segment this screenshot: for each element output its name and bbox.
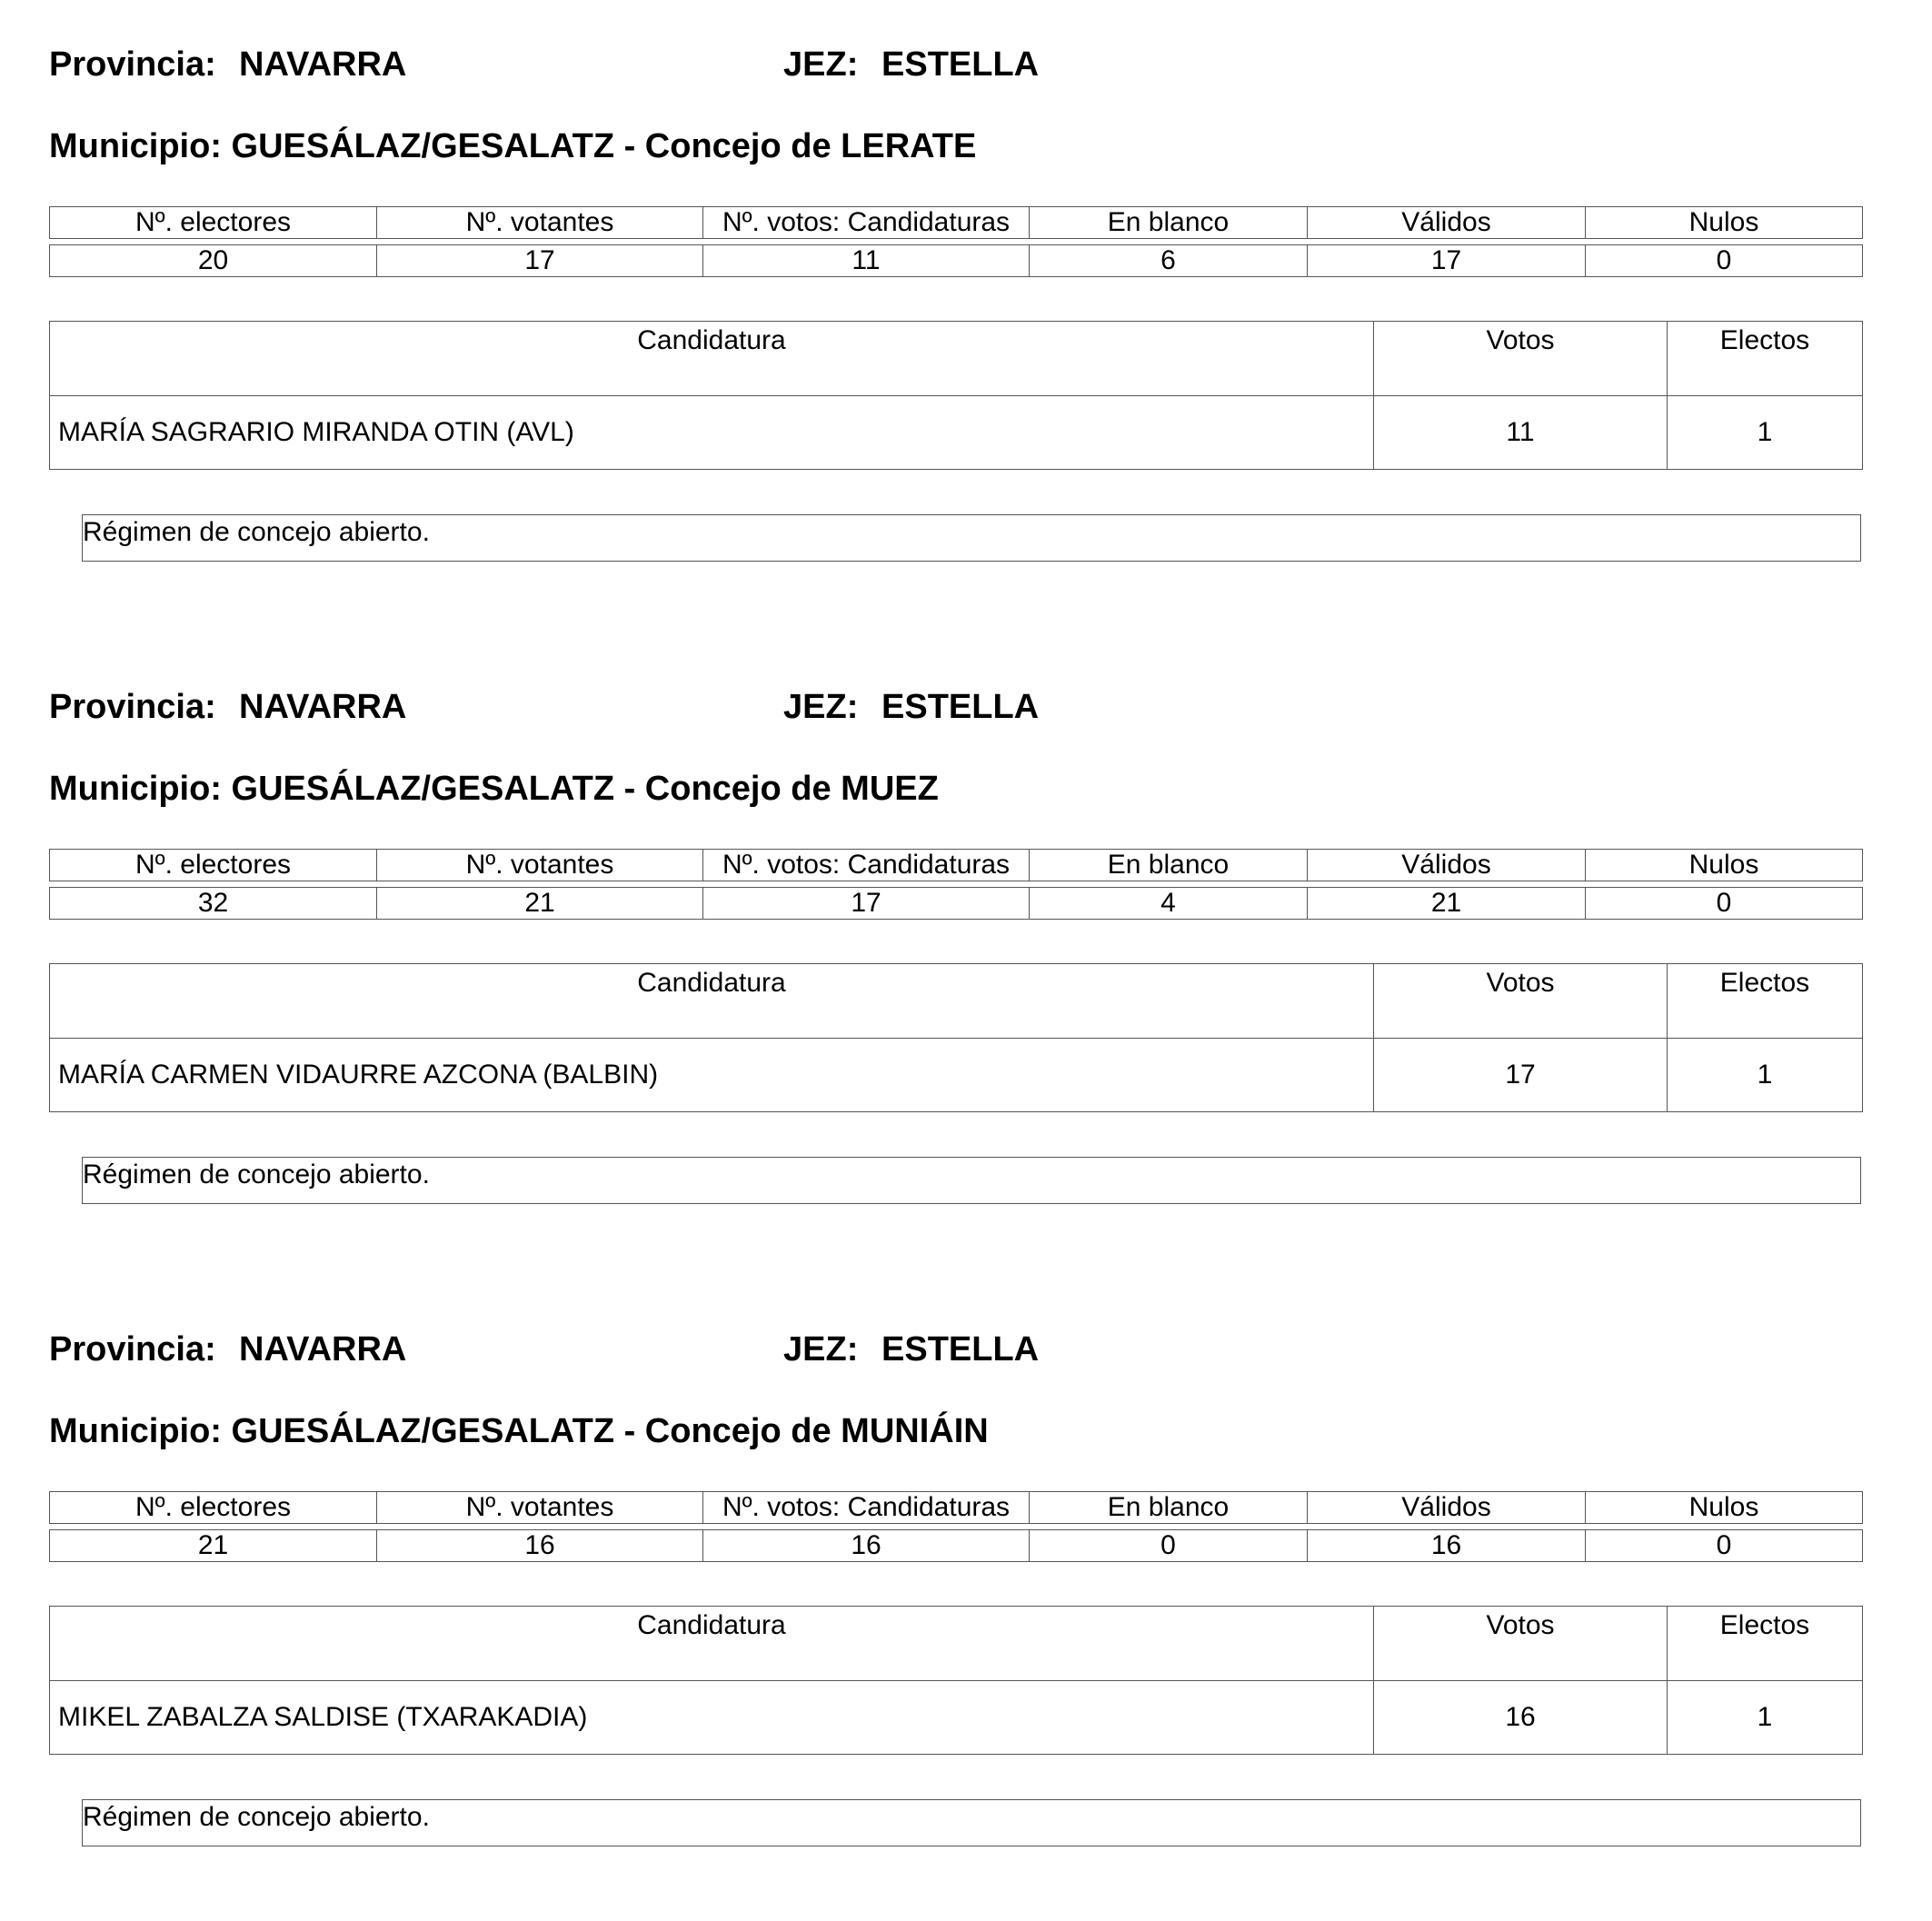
stats-value-cell: 17 bbox=[703, 888, 1030, 920]
jez-label: JEZ: bbox=[783, 688, 859, 726]
stats-value-cell: 11 bbox=[703, 245, 1030, 277]
municipio-title: Municipio: GUESÁLAZ/GESALATZ - Concejo de MUNIÁIN bbox=[49, 1412, 989, 1450]
stats-values-table bbox=[49, 887, 1863, 920]
stats-header-table bbox=[49, 1491, 1863, 1524]
stats-header-cell: Nº. votos: Candidaturas bbox=[703, 850, 1030, 881]
provincia-label: Provincia: bbox=[49, 688, 216, 726]
election-section-muez bbox=[0, 642, 1932, 1279]
stats-values-table bbox=[49, 1529, 1863, 1562]
jez-label: JEZ: bbox=[783, 1330, 859, 1369]
stats-header-cell: Nº. electores bbox=[50, 1492, 377, 1524]
stats-header-cell: Nº. electores bbox=[50, 207, 377, 239]
table-row bbox=[50, 1681, 1863, 1755]
stats-header-cell: Nº. votantes bbox=[377, 207, 703, 239]
candidate-votos: 17 bbox=[1374, 1039, 1668, 1112]
jez-label: JEZ: bbox=[783, 45, 859, 84]
stats-value-cell: 20 bbox=[50, 245, 377, 277]
stats-header-cell: Nulos bbox=[1586, 850, 1863, 881]
provincia-value: NAVARRA bbox=[239, 45, 407, 84]
election-section-lerate bbox=[0, 0, 1932, 636]
municipio-title: Municipio: GUESÁLAZ/GESALATZ - Concejo de LERATE bbox=[49, 127, 977, 165]
stats-value-cell: 4 bbox=[1030, 888, 1308, 920]
provincia-value: NAVARRA bbox=[239, 1330, 407, 1369]
candidate-name: MARÍA SAGRARIO MIRANDA OTIN (AVL) bbox=[50, 396, 1374, 470]
stats-header-cell: Válidos bbox=[1308, 1492, 1586, 1524]
candidate-electos: 1 bbox=[1668, 1039, 1863, 1112]
regimen-note: Régimen de concejo abierto. bbox=[82, 1799, 1861, 1846]
candidate-electos: 1 bbox=[1668, 1681, 1863, 1755]
candidate-name: MIKEL ZABALZA SALDISE (TXARAKADIA) bbox=[50, 1681, 1374, 1755]
stats-header-cell: Válidos bbox=[1308, 207, 1586, 239]
electos-header: Electos bbox=[1668, 1607, 1863, 1681]
stats-value-cell: 0 bbox=[1586, 888, 1863, 920]
stats-value-cell: 32 bbox=[50, 888, 377, 920]
votos-header: Votos bbox=[1374, 1607, 1668, 1681]
jez-value: ESTELLA bbox=[881, 1330, 1040, 1369]
candidate-name: MARÍA CARMEN VIDAURRE AZCONA (BALBIN) bbox=[50, 1039, 1374, 1112]
candidatura-header: Candidatura bbox=[50, 964, 1374, 1039]
jez-value: ESTELLA bbox=[881, 45, 1040, 84]
stats-header-cell: Nº. votantes bbox=[377, 850, 703, 881]
table-row bbox=[50, 1039, 1863, 1112]
stats-value-cell: 6 bbox=[1030, 245, 1308, 277]
votos-header: Votos bbox=[1374, 322, 1668, 396]
stats-header-cell: Nulos bbox=[1586, 1492, 1863, 1524]
candidatura-header: Candidatura bbox=[50, 322, 1374, 396]
candidates-table bbox=[49, 1606, 1863, 1755]
stats-values-table bbox=[49, 244, 1863, 277]
candidates-table bbox=[49, 321, 1863, 470]
stats-header-table bbox=[49, 206, 1863, 239]
stats-value-cell: 0 bbox=[1030, 1530, 1308, 1562]
stats-header-cell: Nº. electores bbox=[50, 850, 377, 881]
stats-value-cell: 0 bbox=[1586, 1530, 1863, 1562]
votos-header: Votos bbox=[1374, 964, 1668, 1039]
table-row bbox=[50, 396, 1863, 470]
stats-value-cell: 0 bbox=[1586, 245, 1863, 277]
stats-value-cell: 17 bbox=[1308, 245, 1586, 277]
electos-header: Electos bbox=[1668, 964, 1863, 1039]
stats-header-cell: Nulos bbox=[1586, 207, 1863, 239]
stats-header-cell: En blanco bbox=[1030, 207, 1308, 239]
stats-header-cell: Nº. votos: Candidaturas bbox=[703, 1492, 1030, 1524]
stats-header-table bbox=[49, 849, 1863, 881]
regimen-note: Régimen de concejo abierto. bbox=[82, 514, 1861, 562]
stats-value-cell: 21 bbox=[377, 888, 703, 920]
provincia-label: Provincia: bbox=[49, 45, 216, 84]
stats-value-cell: 17 bbox=[377, 245, 703, 277]
candidatura-header: Candidatura bbox=[50, 1607, 1374, 1681]
municipio-title: Municipio: GUESÁLAZ/GESALATZ - Concejo de MUEZ bbox=[49, 770, 939, 808]
stats-header-cell: Nº. votos: Candidaturas bbox=[703, 207, 1030, 239]
candidate-electos: 1 bbox=[1668, 396, 1863, 470]
candidates-table bbox=[49, 963, 1863, 1112]
stats-value-cell: 16 bbox=[703, 1530, 1030, 1562]
stats-value-cell: 21 bbox=[1308, 888, 1586, 920]
election-section-muniain bbox=[0, 1285, 1932, 1921]
stats-value-cell: 21 bbox=[50, 1530, 377, 1562]
candidate-votos: 16 bbox=[1374, 1681, 1668, 1755]
stats-header-cell: En blanco bbox=[1030, 1492, 1308, 1524]
regimen-note: Régimen de concejo abierto. bbox=[82, 1157, 1861, 1204]
candidate-votos: 11 bbox=[1374, 396, 1668, 470]
provincia-value: NAVARRA bbox=[239, 688, 407, 726]
electos-header: Electos bbox=[1668, 322, 1863, 396]
stats-header-cell: En blanco bbox=[1030, 850, 1308, 881]
jez-value: ESTELLA bbox=[881, 688, 1040, 726]
stats-header-cell: Válidos bbox=[1308, 850, 1586, 881]
provincia-label: Provincia: bbox=[49, 1330, 216, 1369]
stats-header-cell: Nº. votantes bbox=[377, 1492, 703, 1524]
stats-value-cell: 16 bbox=[377, 1530, 703, 1562]
stats-value-cell: 16 bbox=[1308, 1530, 1586, 1562]
